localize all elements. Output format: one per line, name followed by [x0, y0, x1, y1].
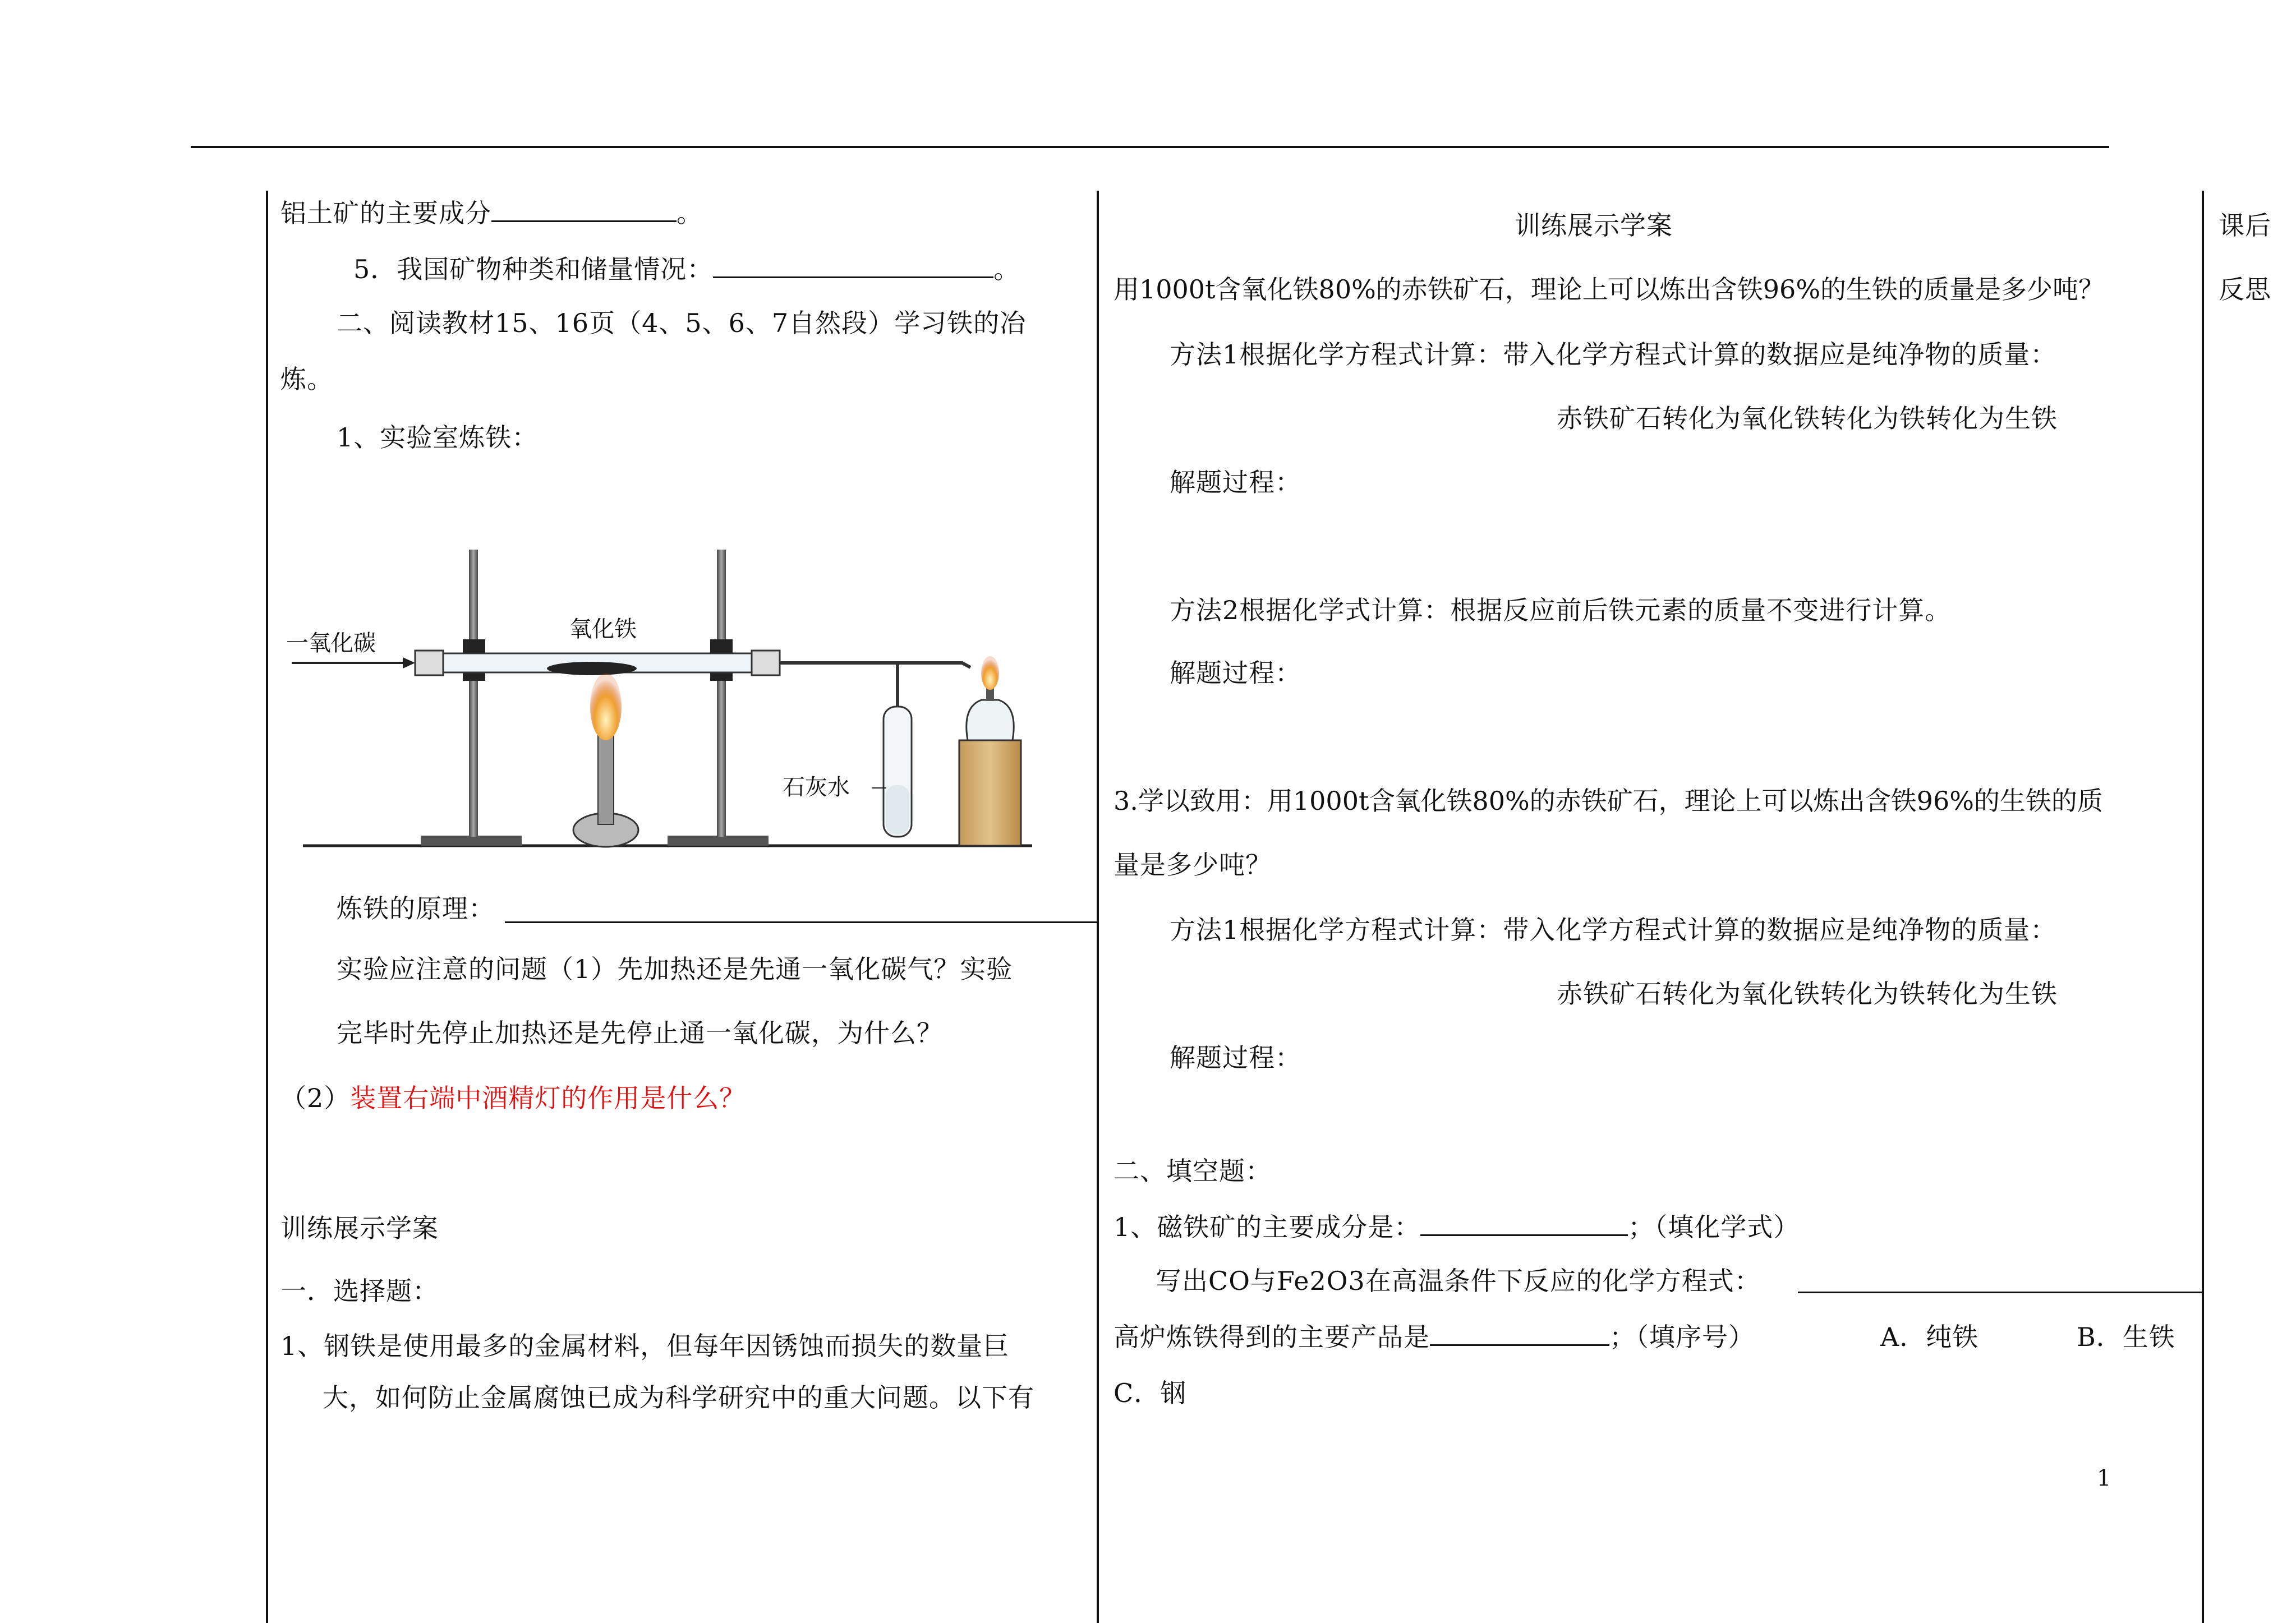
- column-divider-1: [1097, 191, 1099, 1623]
- answer-blank[interactable]: [713, 254, 993, 278]
- tube-stopper-right: [752, 651, 780, 675]
- conversion-chain: 赤铁矿石转化为氧化铁转化为铁转化为生铁: [1557, 403, 2058, 434]
- tube-stopper-left: [415, 651, 443, 675]
- limewater: [886, 785, 909, 834]
- reflection-label-2: 反思: [2219, 274, 2271, 305]
- header-rule: [191, 146, 2109, 148]
- method-1b: 方法1根据化学方程式计算：带入化学方程式计算的数据应是纯净物的质量：: [1170, 915, 2057, 945]
- co-label: 一氧化碳: [286, 630, 376, 656]
- stand-rod-left: [469, 550, 478, 837]
- fill-title: 二、填空题：: [1114, 1156, 1272, 1186]
- burner-barrel: [598, 729, 614, 824]
- question-3-line-2: 量是多少吨？: [1114, 850, 1272, 880]
- answer-blank[interactable]: [1420, 1212, 1628, 1236]
- principle-label: 炼铁的原理：: [337, 893, 495, 924]
- left-border: [266, 191, 268, 1623]
- fill-question-3: 高炉炼铁得到的主要产品是 ；（填序号）: [1114, 1322, 1755, 1352]
- main-question: 用1000t含氧化铁80%的赤铁矿石，理论上可以炼出含铁96%的生铁的质量是多少吨？: [1114, 274, 2105, 305]
- choice-q1-line-2: 大，如何防止金属腐蚀已成为科学研究中的重大问题。以下有: [323, 1382, 1034, 1413]
- reflection-label-1: 课后: [2219, 210, 2271, 241]
- answer-blank[interactable]: [491, 198, 677, 222]
- process-label-3: 解题过程：: [1170, 1043, 1301, 1073]
- iron-smelting-apparatus: [280, 538, 1043, 852]
- arrow-head: [403, 657, 415, 668]
- option-c: C．钢: [1114, 1378, 1187, 1408]
- choice-title: 一．选择题：: [280, 1276, 439, 1306]
- bauxite-question: 铝土矿的主要成分: [280, 198, 491, 228]
- left-line-2: 5．我国矿物种类和储量情况： 。: [353, 254, 1020, 284]
- method-2: 方法2根据化学式计算：根据反应前后铁元素的质量不变进行计算。: [1170, 595, 1952, 625]
- alcohol-lamp: [967, 700, 1014, 740]
- conversion-chain-2: 赤铁矿石转化为氧化铁转化为铁转化为生铁: [1557, 979, 2058, 1009]
- fill-question-2: 写出CO与Fe2O3在高温条件下反应的化学方程式：: [1156, 1266, 1761, 1296]
- mineral-question: 5．我国矿物种类和储量情况：: [353, 254, 714, 284]
- reading-instruction: 二、阅读教材15、16页（4、5、6、7自然段）学习铁的冶: [337, 308, 1027, 338]
- outlet-tube-branch: [898, 663, 970, 667]
- method-1: 方法1根据化学方程式计算：带入化学方程式计算的数据应是纯净物的质量：: [1170, 339, 2057, 370]
- fill-question-1: 1、磁铁矿的主要成分是： ；（填化学式）: [1114, 1212, 1800, 1242]
- question-2: （2）装置右端中酒精灯的作用是什么？: [280, 1083, 746, 1113]
- principle-rule: [505, 921, 1098, 923]
- left-line-1: 铝土矿的主要成分 。: [280, 198, 703, 228]
- page-number: 1: [2097, 1465, 2112, 1491]
- question-1-line-2: 完毕时先停止加热还是先停止通一氧化碳，为什么？: [337, 1018, 943, 1048]
- clamp-right: [710, 639, 733, 653]
- process-label: 解题过程：: [1170, 467, 1301, 497]
- equation-rule: [1798, 1292, 2203, 1293]
- training-title: 训练展示学案: [1515, 210, 1673, 241]
- burner-flame: [590, 673, 622, 740]
- lab-iron-heading: 1、实验室炼铁：: [337, 422, 539, 453]
- reading-instruction-cont: 炼。: [280, 364, 333, 394]
- stand-rod-right: [717, 550, 726, 837]
- question-2-text: 装置右端中酒精灯的作用是什么？: [350, 1083, 746, 1113]
- limewater-label: 石灰水: [783, 774, 850, 800]
- question-3-line-1: 3.学以致用：用1000t含氧化铁80%的赤铁矿石，理论上可以炼出含铁96%的生铁的质: [1114, 786, 2103, 816]
- fe2o3-label: 氧化铁: [569, 616, 637, 642]
- option-b: B．生铁: [2077, 1322, 2175, 1352]
- question-1-line-1: 实验应注意的问题（1）先加热还是先通一氧化碳气？实验: [337, 954, 1013, 984]
- answer-blank[interactable]: [1430, 1322, 1609, 1346]
- training-title-left: 训练展示学案: [280, 1213, 439, 1243]
- process-label-2: 解题过程：: [1170, 658, 1301, 688]
- stand-base-left: [421, 836, 522, 846]
- wood-block: [959, 740, 1021, 846]
- iron-oxide-powder: [547, 662, 637, 675]
- lamp-flame: [981, 656, 999, 690]
- column-divider-2: [2202, 191, 2204, 1623]
- option-a: A．纯铁: [1880, 1322, 1979, 1352]
- stand-base-right: [668, 836, 769, 846]
- choice-q1-line-1: 1、钢铁是使用最多的金属材料，但每年因锈蚀而损失的数量巨: [280, 1331, 1010, 1361]
- clamp-left: [463, 639, 485, 653]
